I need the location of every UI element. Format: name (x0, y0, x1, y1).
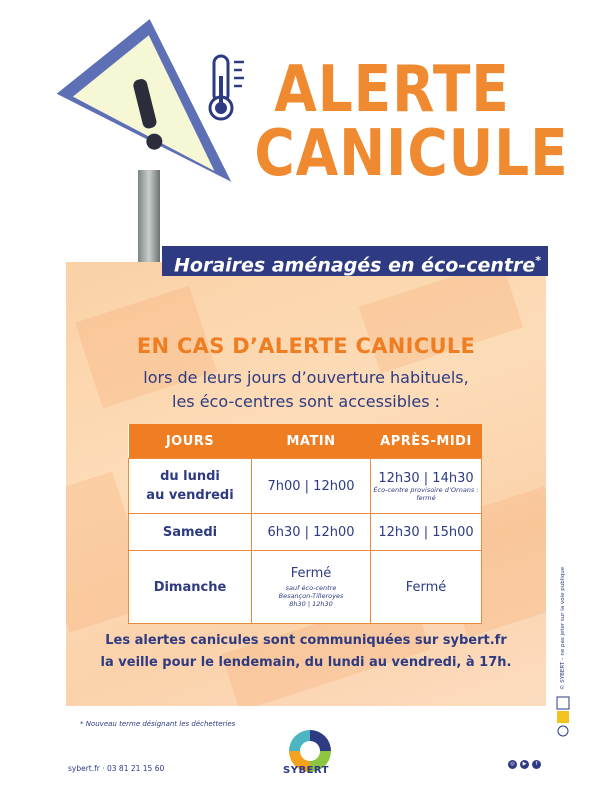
footnote: * Nouveau terme désignant les déchetteries (80, 720, 236, 728)
facebook-icon[interactable]: f (532, 760, 541, 769)
warning-sign-illustration (0, 0, 260, 270)
header-afternoon: APRÈS-MIDI (371, 424, 482, 459)
thermometer-icon (206, 52, 254, 124)
note-line-1: Les alertes canicules sont communiquées sur sybert.fr (105, 633, 507, 648)
day-cell: Samedi (129, 514, 252, 551)
morning-note-3: 8h30 | 12h30 (289, 600, 333, 608)
page-title (254, 53, 569, 191)
youtube-icon[interactable]: ▶ (520, 760, 529, 769)
table-header-row (129, 424, 482, 459)
morning-status: Fermé (290, 566, 332, 581)
banner-text: Horaires aménagés en éco-centre (174, 254, 536, 277)
day-cell (129, 459, 252, 514)
social-links (508, 760, 541, 770)
side-credit: © SYBERT – ne pas jeter sur la voie publique (560, 566, 566, 690)
afternoon-cell: Fermé (371, 551, 482, 624)
instagram-icon[interactable]: ◎ (508, 760, 517, 769)
header-morning: MATIN (252, 424, 371, 459)
afternoon-cell: 12h30 | 15h00 (371, 514, 482, 551)
morning-note-2: Besançon-Tilleroyes (278, 592, 344, 600)
intro-line-1: lors de leurs jours d’ouverture habituels, (143, 368, 469, 387)
intro-line-2: les éco-centres sont accessibles : (172, 392, 440, 411)
table-row-sunday (129, 551, 482, 624)
note-line-2: la veille pour le lendemain, du lundi au vendredi, à 17h. (100, 655, 512, 670)
recycling-logo-icon (556, 696, 570, 738)
banner-footnote-mark: * (535, 254, 541, 267)
morning-cell: 7h00 | 12h00 (252, 459, 371, 514)
day-line-1: du lundi (160, 469, 220, 484)
table-row-saturday (129, 514, 482, 551)
afternoon-note: Éco-centre provisoire d’Ornans : fermé (373, 485, 479, 502)
opening-hours-table (128, 424, 482, 624)
logo-text: SYBERT (283, 765, 329, 776)
title-line-2: CANICULE (254, 117, 569, 191)
morning-cell (252, 551, 371, 624)
section-heading: EN CAS D’ALERTE CANICULE (136, 334, 476, 358)
intro-text (66, 366, 546, 414)
subtitle-banner (162, 246, 548, 276)
afternoon-hours: 12h30 | 14h30 (378, 470, 474, 486)
header-days: JOURS (129, 424, 252, 459)
table-row-weekdays (129, 459, 482, 514)
title-line-1: ALERTE (274, 53, 510, 127)
day-cell: Dimanche (129, 551, 252, 624)
morning-note-1: sauf éco-centre (285, 584, 337, 592)
morning-cell: 6h30 | 12h00 (252, 514, 371, 551)
day-line-2: au vendredi (146, 488, 234, 503)
footer-contact: sybert.fr · 03 81 21 15 60 (68, 764, 165, 773)
afternoon-cell (371, 459, 482, 514)
announcement-note (66, 630, 546, 674)
